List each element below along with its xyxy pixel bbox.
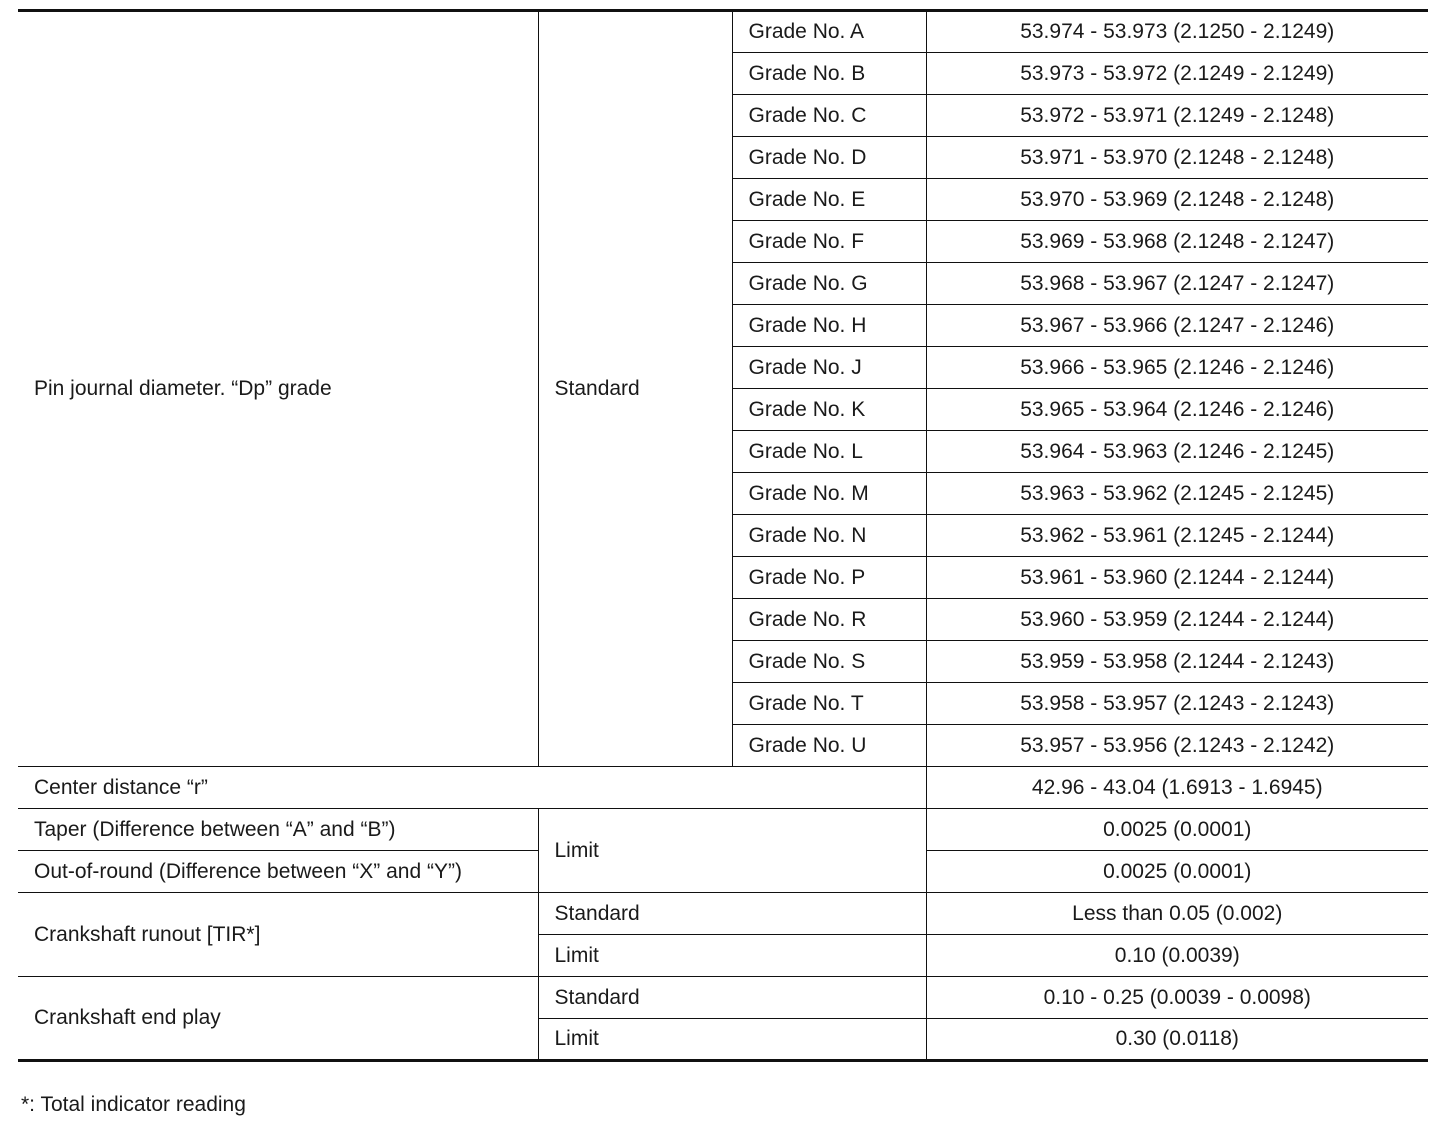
grade-value: 53.966 - 53.965 (2.1246 - 2.1246) [926,347,1428,389]
grade-value: 53.971 - 53.970 (2.1248 - 2.1248) [926,137,1428,179]
grade-value: 53.973 - 53.972 (2.1249 - 2.1249) [926,53,1428,95]
out-of-round-label: Out-of-round (Difference between “X” and “Y”) [18,851,538,893]
runout-limit-label: Limit [538,935,926,977]
grade-value: 53.974 - 53.973 (2.1250 - 2.1249) [926,11,1428,53]
table-row [18,767,1428,809]
runout-limit-value: 0.10 (0.0039) [926,935,1428,977]
grade-label: Grade No. B [732,53,926,95]
grade-label: Grade No. J [732,347,926,389]
footnote: *: Total indicator reading [21,1093,246,1116]
taper-condition: Limit [538,809,926,893]
grade-value: 53.962 - 53.961 (2.1245 - 2.1244) [926,515,1428,557]
grade-label: Grade No. N [732,515,926,557]
grade-label: Grade No. S [732,641,926,683]
grade-label: Grade No. C [732,95,926,137]
grade-label: Grade No. U [732,725,926,767]
grade-value: 53.964 - 53.963 (2.1246 - 2.1245) [926,431,1428,473]
out-of-round-value: 0.0025 (0.0001) [926,851,1428,893]
grade-label: Grade No. E [732,179,926,221]
taper-value: 0.0025 (0.0001) [926,809,1428,851]
grade-value: 53.972 - 53.971 (2.1249 - 2.1248) [926,95,1428,137]
grade-label: Grade No. H [732,305,926,347]
grade-value: 53.963 - 53.962 (2.1245 - 2.1245) [926,473,1428,515]
grade-label: Grade No. G [732,263,926,305]
grade-label: Grade No. P [732,557,926,599]
table-row [18,11,1428,53]
runout-label: Crankshaft runout [TIR*] [18,893,538,977]
grade-label: Grade No. F [732,221,926,263]
runout-standard-value: Less than 0.05 (0.002) [926,893,1428,935]
table-row [18,893,1428,935]
grade-value: 53.958 - 53.957 (2.1243 - 2.1243) [926,683,1428,725]
grade-value: 53.968 - 53.967 (2.1247 - 2.1247) [926,263,1428,305]
crankshaft-spec-table [18,9,1428,1062]
grade-label: Grade No. A [732,11,926,53]
grade-value: 53.965 - 53.964 (2.1246 - 2.1246) [926,389,1428,431]
end-play-label: Crankshaft end play [18,977,538,1061]
grade-label: Grade No. D [732,137,926,179]
grade-label: Grade No. R [732,599,926,641]
end-play-standard-value: 0.10 - 0.25 (0.0039 - 0.0098) [926,977,1428,1019]
grade-label: Grade No. L [732,431,926,473]
grade-value: 53.957 - 53.956 (2.1243 - 2.1242) [926,725,1428,767]
taper-label: Taper (Difference between “A” and “B”) [18,809,538,851]
pin-journal-condition: Standard [538,11,732,767]
table-row [18,977,1428,1019]
grade-value: 53.959 - 53.958 (2.1244 - 2.1243) [926,641,1428,683]
center-distance-value: 42.96 - 43.04 (1.6913 - 1.6945) [926,767,1428,809]
grade-label: Grade No. T [732,683,926,725]
grade-value: 53.960 - 53.959 (2.1244 - 2.1244) [926,599,1428,641]
grade-label: Grade No. M [732,473,926,515]
grade-label: Grade No. K [732,389,926,431]
pin-journal-label: Pin journal diameter. “Dp” grade [18,11,538,767]
end-play-standard-label: Standard [538,977,926,1019]
table-row [18,809,1428,851]
center-distance-label: Center distance “r” [18,767,926,809]
grade-value: 53.970 - 53.969 (2.1248 - 2.1248) [926,179,1428,221]
spec-table-body [18,11,1428,1061]
grade-value: 53.961 - 53.960 (2.1244 - 2.1244) [926,557,1428,599]
grade-value: 53.969 - 53.968 (2.1248 - 2.1247) [926,221,1428,263]
end-play-limit-value: 0.30 (0.0118) [926,1019,1428,1061]
grade-value: 53.967 - 53.966 (2.1247 - 2.1246) [926,305,1428,347]
runout-standard-label: Standard [538,893,926,935]
end-play-limit-label: Limit [538,1019,926,1061]
